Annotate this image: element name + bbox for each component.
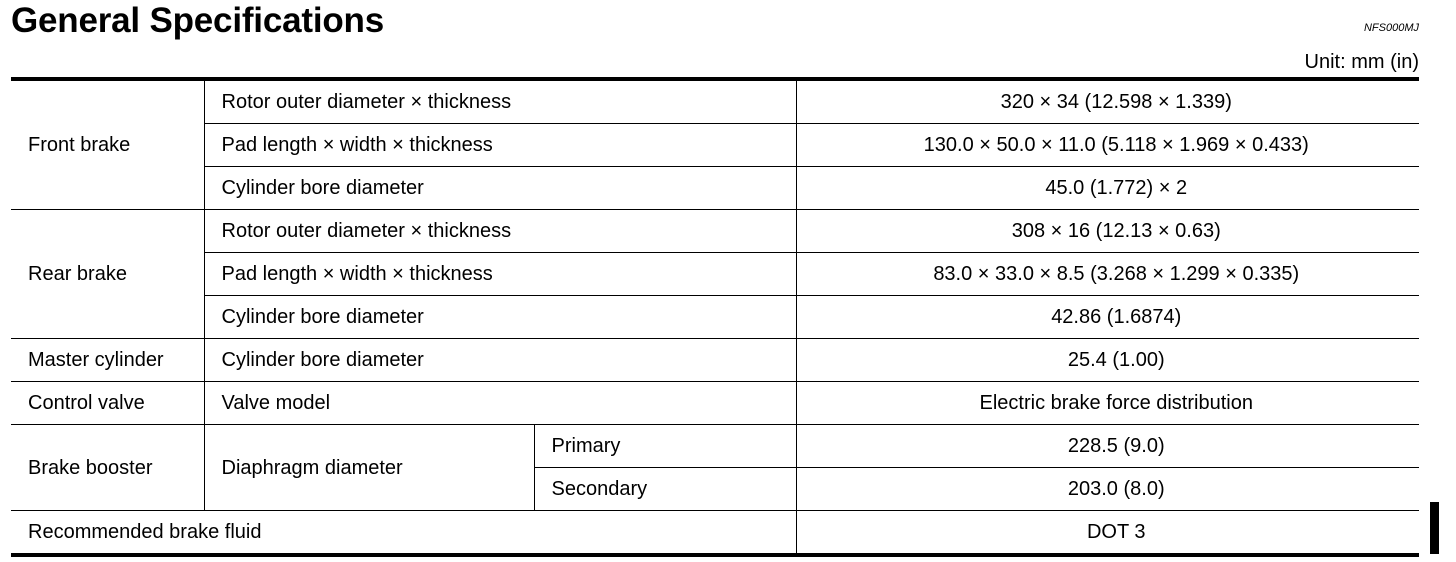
item-label: Diaphragm diameter [204, 425, 534, 511]
table-row [11, 210, 1419, 253]
table-row [11, 253, 1419, 296]
unit-note: Unit: mm (in) [1304, 51, 1419, 73]
item-label: Cylinder bore diameter [204, 296, 796, 339]
row-label-master-cylinder: Master cylinder [11, 339, 204, 382]
row-label-rear-brake: Rear brake [11, 210, 204, 339]
table-row [11, 124, 1419, 167]
specifications-table [11, 77, 1419, 557]
item-value: 42.86 (1.6874) [796, 296, 1419, 339]
row-label-control-valve: Control valve [11, 382, 204, 425]
sub-item-label: Secondary [534, 468, 796, 511]
row-label-front-brake: Front brake [11, 79, 204, 210]
item-value: 130.0 × 50.0 × 11.0 (5.118 × 1.969 × 0.433) [796, 124, 1419, 167]
page-title: General Specifications [11, 1, 384, 40]
item-value: 25.4 (1.00) [796, 339, 1419, 382]
table-row [11, 382, 1419, 425]
table-row [11, 425, 1419, 468]
document-code: NFS000MJ [1363, 22, 1419, 34]
table-row [11, 296, 1419, 339]
item-label: Cylinder bore diameter [204, 167, 796, 210]
item-value: DOT 3 [796, 511, 1419, 556]
item-label: Cylinder bore diameter [204, 339, 796, 382]
row-label-brake-fluid: Recommended brake fluid [11, 511, 796, 556]
sub-item-label: Primary [534, 425, 796, 468]
row-label-brake-booster: Brake booster [11, 425, 204, 511]
item-label: Valve model [204, 382, 796, 425]
section-tab-marker [1430, 502, 1439, 554]
item-value: 203.0 (8.0) [796, 468, 1419, 511]
table-row [11, 339, 1419, 382]
item-value: Electric brake force distribution [796, 382, 1419, 425]
table-row [11, 79, 1419, 124]
item-value: 320 × 34 (12.598 × 1.339) [796, 79, 1419, 124]
item-value: 308 × 16 (12.13 × 0.63) [796, 210, 1419, 253]
item-value: 45.0 (1.772) × 2 [796, 167, 1419, 210]
table-row [11, 511, 1419, 556]
table-row [11, 167, 1419, 210]
item-value: 228.5 (9.0) [796, 425, 1419, 468]
item-value: 83.0 × 33.0 × 8.5 (3.268 × 1.299 × 0.335) [796, 253, 1419, 296]
item-label: Rotor outer diameter × thickness [204, 79, 796, 124]
item-label: Pad length × width × thickness [204, 253, 796, 296]
item-label: Rotor outer diameter × thickness [204, 210, 796, 253]
item-label: Pad length × width × thickness [204, 124, 796, 167]
